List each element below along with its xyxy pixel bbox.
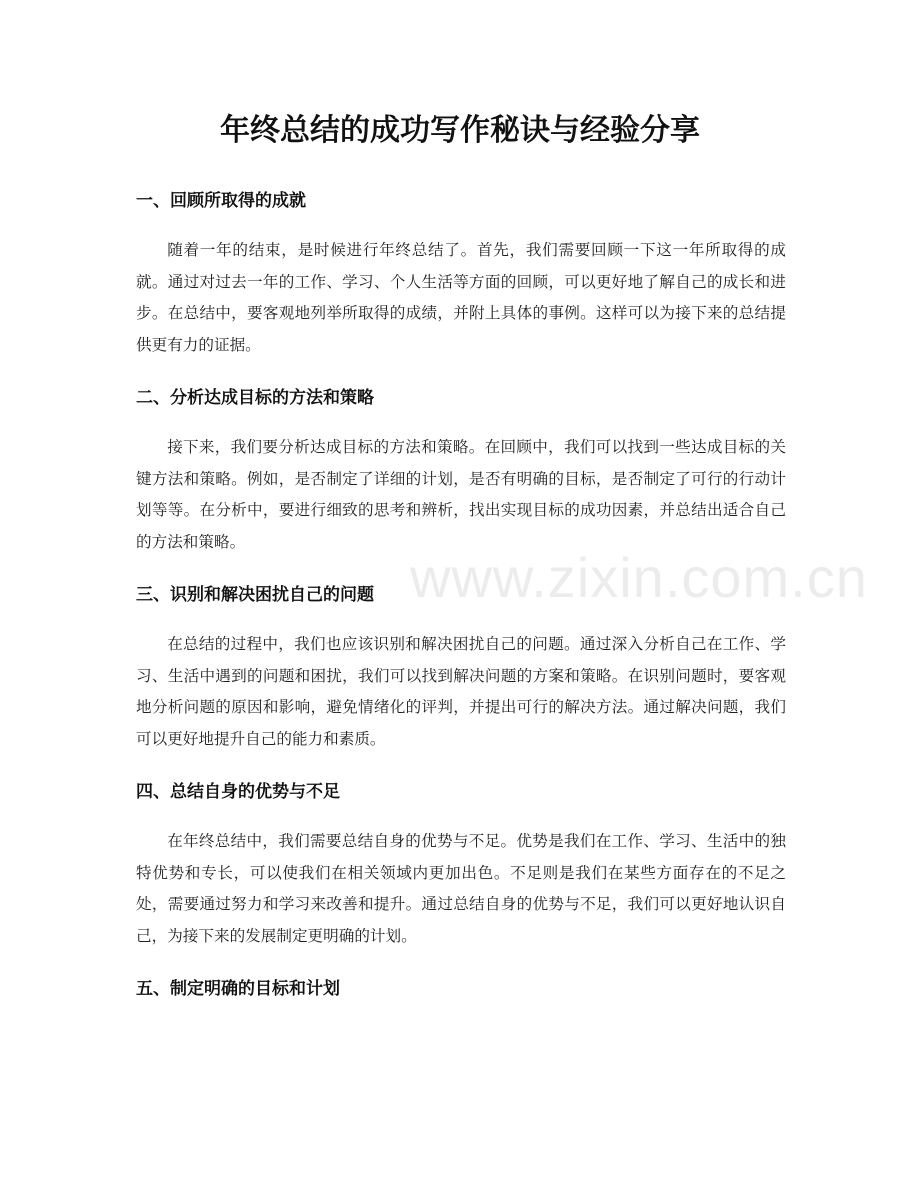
page-title: 年终总结的成功写作秘诀与经验分享 <box>220 113 700 148</box>
section-3 <box>136 576 786 755</box>
watermark: www.zixin.com.cn <box>410 546 868 609</box>
section-heading: 二、分析达成目标的方法和策略 <box>136 388 374 408</box>
section-2 <box>136 379 786 558</box>
section-5 <box>136 970 786 1008</box>
section-heading: 四、总结自身的优势与不足 <box>136 782 340 802</box>
section-paragraph: 在年终总结中，我们需要总结自身的优势与不足。优势是我们在工作、学习、生活中的独特优势和专长，可以使我们在相关领域内更加出色。不足则是我们在某些方面存在的不足之处，需要通过努力和学习来改善和提升。通过总结自身的优势与不足，我们可以更好地认识自己，为接下来的发展制定更明确的计划。 <box>136 832 786 945</box>
section-4 <box>136 773 786 952</box>
section-paragraph: 在总结的过程中，我们也应该识别和解决困扰自己的问题。通过深入分析自己在工作、学习、生活中遇到的问题和困扰，我们可以找到解决问题的方案和策略。在识别问题时，要客观地分析问题的原因和影响，避免情绪化的评判，并提出可行的解决方法。通过解决问题，我们可以更好地提升自己的能力和素质。 <box>136 635 786 748</box>
section-paragraph: 接下来，我们要分析达成目标的方法和策略。在回顾中，我们可以找到一些达成目标的关键方法和策略。例如，是否制定了详细的计划，是否有明确的目标，是否制定了可行的行动计划等等。在分析中，要进行细致的思考和辨析，找出实现目标的成功因素，并总结出适合自己的方法和策略。 <box>136 438 786 551</box>
section-heading: 一、回顾所取得的成就 <box>136 191 306 211</box>
section-1 <box>136 182 786 361</box>
section-heading: 五、制定明确的目标和计划 <box>136 979 340 999</box>
section-paragraph: 随着一年的结束，是时候进行年终总结了。首先，我们需要回顾一下这一年所取得的成就。通过对过去一年的工作、学习、个人生活等方面的回顾，可以更好地了解自己的成长和进步。在总结中，要客观地列举所取得的成绩，并附上具体的事例。这样可以为接下来的总结提供更有力的证据。 <box>136 241 786 354</box>
section-heading: 三、识别和解决困扰自己的问题 <box>136 585 374 605</box>
document-content <box>136 182 786 1023</box>
